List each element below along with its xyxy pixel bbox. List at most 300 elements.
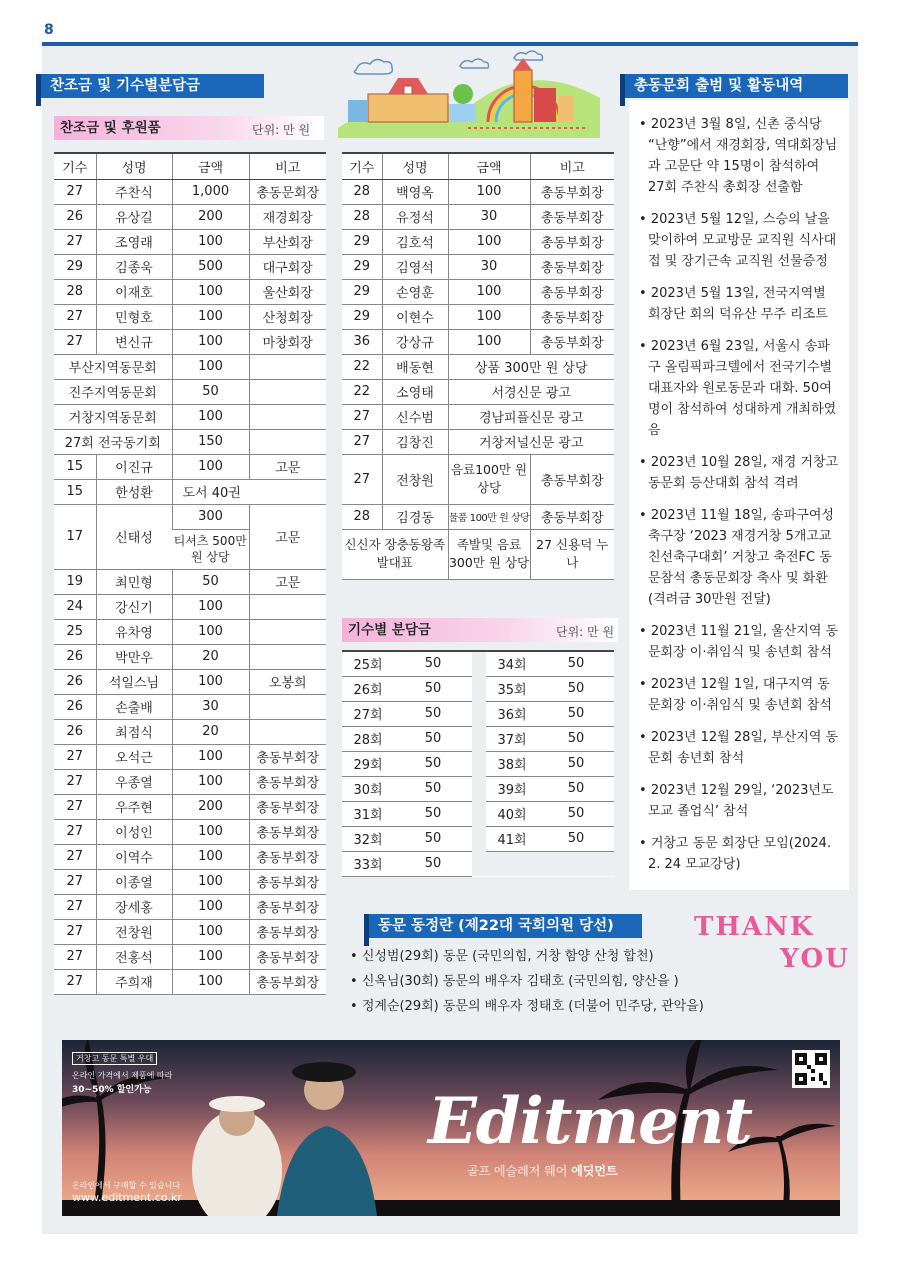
table-cell [472,851,486,876]
table-cell: 오석근 [96,744,172,769]
table-cell: 150 [172,429,249,454]
table-cell: 34회 [486,651,538,676]
table-cell: 도서 40권 [172,479,326,504]
activities-section-title: 총동문회 출범 및 활동내역 [634,78,804,94]
table-cell: 김경동 [382,504,448,529]
table-row [54,819,326,844]
table-cell: 27 [54,744,96,769]
table-cell: 50 [538,826,614,851]
table-row [54,279,326,304]
table-row [54,254,326,279]
table-cell: 50 [538,701,614,726]
table-cell: 50 [538,801,614,826]
table-cell: 신신자 장충동왕족발대표 [342,529,448,579]
table-cell: 25회 [342,651,394,676]
table-cell: 29 [54,254,96,279]
table-cell: 고문 [249,454,326,479]
table-row [54,844,326,869]
col-header-note: 비고 [249,153,326,179]
table-cell: 전창원 [96,919,172,944]
table-cell [472,676,486,701]
table-cell: 총동부회장 [249,919,326,944]
table-cell: 100 [172,279,249,304]
table-cell: 19 [54,569,96,594]
table-row [54,404,326,429]
table-row [54,594,326,619]
table-cell: 총동부회장 [530,454,614,504]
table-cell [472,751,486,776]
ad-discount: 30~50% 할인가능 [72,1085,152,1095]
table-row [342,179,614,204]
table-cell: 조영래 [96,229,172,254]
table-cell: 이현수 [382,304,448,329]
table-row [54,379,326,404]
table-cell [472,826,486,851]
thank-text: THANK [694,912,815,942]
table-cell: 주찬식 [96,179,172,204]
table-cell: 26 [54,644,96,669]
quotas-table [342,650,614,877]
table-cell: 족발및 음료 300만 원 상당 [448,529,530,579]
table-cell: 강신기 [96,594,172,619]
table-cell: 22 [342,379,382,404]
table-cell: 50 [538,776,614,801]
table-cell: 100 [448,279,530,304]
table-cell: 27회 전국동기회 [54,429,172,454]
news-section-title: 동문 동정란 (제22대 국회의원 당선) [378,918,614,934]
table-cell: 28 [342,504,382,529]
table-cell: 100 [172,744,249,769]
table-cell: 30회 [342,776,394,801]
quotas-unit: 단위: 만 원 [556,625,615,639]
table-cell: 27회 [342,701,394,726]
table-row [342,379,614,404]
table-cell: 17 [54,504,96,569]
table-cell: 100 [172,329,249,354]
table-row [54,229,326,254]
table-row [54,944,326,969]
table-cell: 유차영 [96,619,172,644]
table-cell: 마창회장 [249,329,326,354]
table-cell [249,619,326,644]
table-cell: 27 [342,454,382,504]
table-cell: 100 [172,894,249,919]
ad-brand: Editment [428,1084,752,1159]
table-cell: 총동부회장 [249,794,326,819]
table-cell: 50 [394,676,472,701]
table-cell: 배동현 [382,354,448,379]
table-cell: 거창저널신문 광고 [448,429,614,454]
table-cell: 신수범 [382,404,448,429]
table-cell: 김종욱 [96,254,172,279]
table-cell: 민형호 [96,304,172,329]
table-cell [472,776,486,801]
table-row [54,569,326,594]
table-cell: 29 [342,304,382,329]
table-cell: 27 신용덕 누나 [530,529,614,579]
table-cell: 100 [172,404,249,429]
table-cell: 재경회장 [249,204,326,229]
table-cell: 유정석 [382,204,448,229]
list-item: • 2023년 5월 12일, 스승의 날을 맞이하여 모교방문 교직원 식사대접 및 장기근속 교직원 선물증정 [639,209,839,272]
table-cell: 200 [172,794,249,819]
table-cell: 전홍석 [96,944,172,969]
table-cell: 41회 [486,826,538,851]
table-cell [472,726,486,751]
table-row [342,751,614,776]
table-row [342,801,614,826]
table-cell [472,701,486,726]
list-item: • 2023년 10월 28일, 재경 거창고 동문회 등산대회 참석 격려 [639,452,839,494]
table-row [54,894,326,919]
table-cell: 38회 [486,751,538,776]
table-cell: 27 [54,229,96,254]
list-item: • 2023년 11월 21일, 울산지역 동문회장 이·취임식 및 송년회 참석 [639,621,839,663]
table-cell: 최민형 [96,569,172,594]
table-header-row [54,153,326,179]
table-cell: 기수 [342,153,382,179]
page-number: 8 [44,22,54,38]
table-row [54,329,326,354]
table-row [342,229,614,254]
table-row [54,429,326,454]
table-cell: 총동부회장 [530,229,614,254]
table-cell: 37회 [486,726,538,751]
table-row [342,354,614,379]
table-row [54,504,326,529]
table-cell: 29회 [342,751,394,776]
table-cell: 100 [172,869,249,894]
table-row [54,869,326,894]
table-cell: 300 [172,504,249,529]
ad-tagline-prefix: 골프 에슬레저 웨어 [467,1164,568,1178]
table-cell: 부산회장 [249,229,326,254]
table-cell: 박만우 [96,644,172,669]
table-cell: 총동부회장 [530,279,614,304]
table-cell: 비고 [530,153,614,179]
table-cell: 100 [172,454,249,479]
table-cell: 15 [54,479,96,504]
table-cell: 50 [538,726,614,751]
donations-section-title: 찬조금 및 기수별분담금 [50,78,201,94]
table-cell: 장세홍 [96,894,172,919]
table-cell: 울산회장 [249,279,326,304]
table-cell: 24 [54,594,96,619]
list-item: • 거창고 동문 회장단 모임(2024. 2. 24 모교강당) [639,833,839,875]
school-illustration [338,48,600,138]
table-cell: 27 [54,944,96,969]
table-cell: 산청회장 [249,304,326,329]
table-cell: 티셔츠 500만 원 상당 [172,529,249,569]
ad-banner[interactable] [62,1040,840,1216]
table-cell: 금액 [448,153,530,179]
list-item: • 신옥님(30회) 동문의 배우자 김태호 (국민의힘, 양산을 ) [350,969,704,994]
table-cell: 27 [54,769,96,794]
table-cell: 물품 100만 원 상당 [448,504,530,529]
you-text: YOU [780,944,850,974]
table-row [54,694,326,719]
table-cell: 50 [172,569,249,594]
table-cell: 27 [342,429,382,454]
table-row [54,744,326,769]
list-item: • 신성범(29회) 동문 (국민의힘, 거창 함양 산청 합천) [350,944,704,969]
table-cell: 29 [342,254,382,279]
table-cell: 이재호 [96,279,172,304]
table-row [54,794,326,819]
table-cell: 27 [54,969,96,994]
table-cell: 총동부회장 [530,329,614,354]
donations-table-left [54,152,326,995]
table-cell: 우주현 [96,794,172,819]
table-cell: 27 [54,844,96,869]
table-cell: 40회 [486,801,538,826]
table-cell: 주희재 [96,969,172,994]
table-cell: 50 [394,651,472,676]
table-cell: 총동부회장 [530,179,614,204]
table-cell: 총동부회장 [530,504,614,529]
donations-unit: 단위: 만 원 [252,123,311,137]
table-row [342,204,614,229]
table-row [342,454,614,504]
list-item: • 2023년 6월 23일, 서울시 송파구 올림픽파크텔에서 전국기수별대표자와 원로동문과 대화. 50여 명이 참석하여 성대하게 개최하였음 [639,336,839,441]
table-cell: 50 [394,851,472,876]
activities-list [629,100,849,890]
list-item: • 2023년 12월 29일, ‘2023년도 모교 졸업식’ 참석 [639,780,839,822]
table-cell: 27 [54,794,96,819]
table-row [54,479,326,504]
table-cell [249,694,326,719]
qr-code-icon[interactable] [792,1050,830,1088]
table-cell: 36 [342,329,382,354]
news-list [350,944,704,1019]
table-cell: 50 [538,651,614,676]
table-cell: 30 [448,204,530,229]
table-cell: 22 [342,354,382,379]
table-cell: 석일스님 [96,669,172,694]
ad-line1: 온라인 가격에서 제품에 따라 [72,1071,173,1080]
table-cell: 변신규 [96,329,172,354]
table-cell [249,594,326,619]
table-cell: 29 [342,279,382,304]
table-cell [472,651,486,676]
table-cell: 손영훈 [382,279,448,304]
table-cell: 100 [172,354,249,379]
col-header-amount: 금액 [172,153,249,179]
table-row [54,304,326,329]
table-row [54,669,326,694]
table-cell: 20 [172,644,249,669]
table-row [342,826,614,851]
table-cell: 100 [172,229,249,254]
table-cell: 총동부회장 [530,304,614,329]
table-row [342,304,614,329]
table-cell: 이성인 [96,819,172,844]
table-cell: 100 [172,844,249,869]
table-header-row [342,153,614,179]
table-cell: 15 [54,454,96,479]
table-cell: 100 [172,594,249,619]
ad-tagline [467,1162,618,1179]
table-cell: 오봉희 [249,669,326,694]
table-cell: 총동부회장 [249,744,326,769]
table-cell: 27 [54,869,96,894]
table-cell: 50 [394,726,472,751]
table-cell: 이역수 [96,844,172,869]
table-row [54,644,326,669]
quotas-title: 기수별 분담금 [348,622,431,638]
table-cell: 27 [54,304,96,329]
ad-tagline-brand: 에딧먼트 [571,1164,618,1178]
table-cell: 소영태 [382,379,448,404]
table-cell: 50 [394,801,472,826]
table-cell: 100 [172,944,249,969]
table-cell: 35회 [486,676,538,701]
table-cell: 백영옥 [382,179,448,204]
table-cell: 전창원 [382,454,448,504]
table-cell: 29 [342,229,382,254]
table-cell: 총동부회장 [249,819,326,844]
table-cell: 26 [54,719,96,744]
table-cell: 20 [172,719,249,744]
table-cell: 100 [172,769,249,794]
table-cell: 총동부회장 [249,769,326,794]
news-section-header [364,914,642,938]
list-item: • 2023년 11월 18일, 송파구여성축구장 ‘2023 재경거창 5개고교 친선축구대회’ 거창고 축전FC 동문참석 총동문회장 축사 및 화환(격려금 30만원 전달) [639,505,839,610]
col-header-name: 성명 [96,153,172,179]
table-cell: 총동부회장 [249,944,326,969]
table-cell: 음료100만 원 상당 [448,454,530,504]
table-cell: 50 [394,751,472,776]
table-cell: 총동문회장 [249,179,326,204]
table-row [342,676,614,701]
table-cell: 이진규 [96,454,172,479]
table-cell: 27 [342,404,382,429]
list-item: • 2023년 5월 13일, 전국지역별 회장단 회의 덕유산 무주 리조트 [639,283,839,325]
table-row [342,429,614,454]
table-cell [472,801,486,826]
table-cell: 100 [448,179,530,204]
table-cell [249,379,326,404]
table-cell: 31회 [342,801,394,826]
table-row [54,769,326,794]
table-cell: 100 [448,229,530,254]
table-cell: 상품 300만 원 상당 [448,354,614,379]
table-cell: 27 [54,179,96,204]
table-cell: 서경신문 광고 [448,379,614,404]
table-cell: 27 [54,919,96,944]
table-cell [249,429,326,454]
table-row [342,329,614,354]
table-cell: 50 [538,676,614,701]
table-cell [249,644,326,669]
table-cell: 경남피플신문 광고 [448,404,614,429]
table-cell: 25 [54,619,96,644]
table-cell: 50 [538,751,614,776]
ad-url[interactable]: www.editment.co.kr [72,1191,182,1204]
table-row [342,254,614,279]
table-cell: 100 [172,819,249,844]
table-cell: 100 [172,669,249,694]
table-cell: 28 [342,204,382,229]
list-item: • 2023년 12월 28일, 부산지역 동문회 송년회 참석 [639,727,839,769]
table-cell: 26 [54,669,96,694]
table-cell [249,404,326,429]
table-cell: 100 [172,919,249,944]
donations-table-right [342,152,614,580]
table-row [54,454,326,479]
donations-section-header [36,74,264,98]
ad-online-note: 온라인에서 구매할 수 있습니다 [72,1181,181,1190]
table-cell: 김호석 [382,229,448,254]
table-cell: 30 [172,694,249,719]
table-cell: 최점식 [96,719,172,744]
table-row [54,969,326,994]
table-cell: 28 [54,279,96,304]
table-cell: 총동부회장 [249,869,326,894]
table-cell: 100 [448,329,530,354]
table-cell: 100 [172,619,249,644]
table-row [342,404,614,429]
table-cell: 39회 [486,776,538,801]
table-cell: 대구회장 [249,254,326,279]
table-row [342,851,614,876]
table-cell [249,719,326,744]
table-cell: 신태성 [96,504,172,569]
table-cell: 총동부회장 [249,844,326,869]
table-row [342,651,614,676]
donations-title: 찬조금 및 후원품 [60,120,161,136]
table-cell: 총동부회장 [249,969,326,994]
table-cell: 100 [448,304,530,329]
table-cell: 30 [448,254,530,279]
table-cell: 유상길 [96,204,172,229]
table-cell: 부산지역동문회 [54,354,172,379]
table-cell: 성명 [382,153,448,179]
table-cell: 27 [54,329,96,354]
list-item: • 정계순(29회) 동문의 배우자 정태호 (더불어 민주당, 관악을) [350,994,704,1019]
table-row [342,504,614,529]
table-cell: 33회 [342,851,394,876]
table-cell: 26 [54,694,96,719]
table-cell: 28회 [342,726,394,751]
table-cell: 총동부회장 [249,894,326,919]
ad-badge: 거창고 동문 특별 우대 [72,1052,157,1065]
table-cell [249,354,326,379]
table-cell: 총동부회장 [530,254,614,279]
table-cell: 200 [172,204,249,229]
table-cell: 50 [394,826,472,851]
table-row [342,776,614,801]
table-cell: 우종열 [96,769,172,794]
list-item: • 2023년 12월 1일, 대구지역 동문회장 이·취임식 및 송년회 참석 [639,674,839,716]
table-cell: 김창진 [382,429,448,454]
table-cell: 36회 [486,701,538,726]
table-row [342,726,614,751]
table-row [54,204,326,229]
table-cell: 27 [54,894,96,919]
table-cell: 100 [172,304,249,329]
table-row [54,354,326,379]
table-cell: 26 [54,204,96,229]
table-cell: 26회 [342,676,394,701]
table-row [342,279,614,304]
col-header-class: 기수 [54,153,96,179]
table-row [54,619,326,644]
table-cell: 이종열 [96,869,172,894]
table-cell: 50 [394,776,472,801]
table-cell: 100 [172,969,249,994]
table-row [54,919,326,944]
